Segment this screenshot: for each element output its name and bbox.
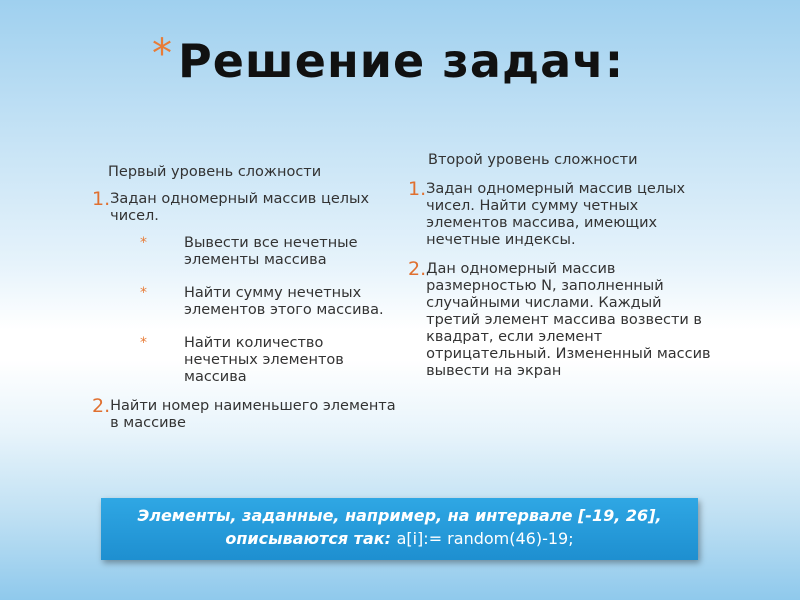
sublist-item-text: Найти сумму нечетных элементов этого массива. (184, 285, 384, 318)
slide-title-block (152, 26, 624, 96)
star-bullet-icon: * (140, 285, 147, 301)
sublist-item (140, 235, 397, 269)
list-item (408, 258, 718, 380)
list-item-text: Задан одномерный массив целых чисел. Найти сумму четных элементов массива, имеющих нечетные индексы. (426, 181, 686, 248)
banner-code: a[i]:= random(46)-19; (396, 529, 574, 548)
title-star-bullet-icon: * (152, 31, 172, 77)
left-column (92, 164, 397, 438)
list-item (408, 178, 718, 249)
list-item-number: 1. (408, 178, 427, 200)
sublist-item (140, 285, 397, 319)
sublist-item-text: Вывести все нечетные элементы массива (184, 235, 358, 268)
list-item-text: Дан одномерный массив размерностью N, заполненный случайными числами. Каждый третий элемент массива возвести в квадрат, если элемент отрицательный. Измененный массив вывести на экран (426, 261, 711, 379)
sublist (140, 235, 397, 386)
list-item (92, 188, 397, 225)
left-column-heading: Первый уровень сложности (108, 164, 322, 180)
list-item-text: Найти номер наименьшего элемента в массиве (110, 398, 396, 431)
slide-title: Решение задач: (178, 34, 625, 88)
star-bullet-icon: * (140, 235, 147, 251)
banner-line-1: Элементы, заданные, например, на интервале [-19, 26], (137, 506, 662, 525)
list-item-number: 2. (92, 395, 111, 417)
star-bullet-icon: * (140, 335, 147, 351)
info-banner (101, 498, 698, 560)
list-item-number: 1. (92, 188, 111, 210)
banner-line-2-label: описываются так: (225, 529, 397, 548)
sublist-item (140, 335, 397, 386)
right-column-heading: Второй уровень сложности (428, 152, 638, 168)
right-column (408, 152, 718, 392)
list-item-number: 2. (408, 258, 427, 280)
sublist-item-text: Найти количество нечетных элементов массива (184, 335, 344, 385)
list-item (92, 395, 397, 432)
banner-line-2 (101, 527, 698, 550)
list-item-text: Задан одномерный массив целых чисел. (110, 191, 370, 224)
